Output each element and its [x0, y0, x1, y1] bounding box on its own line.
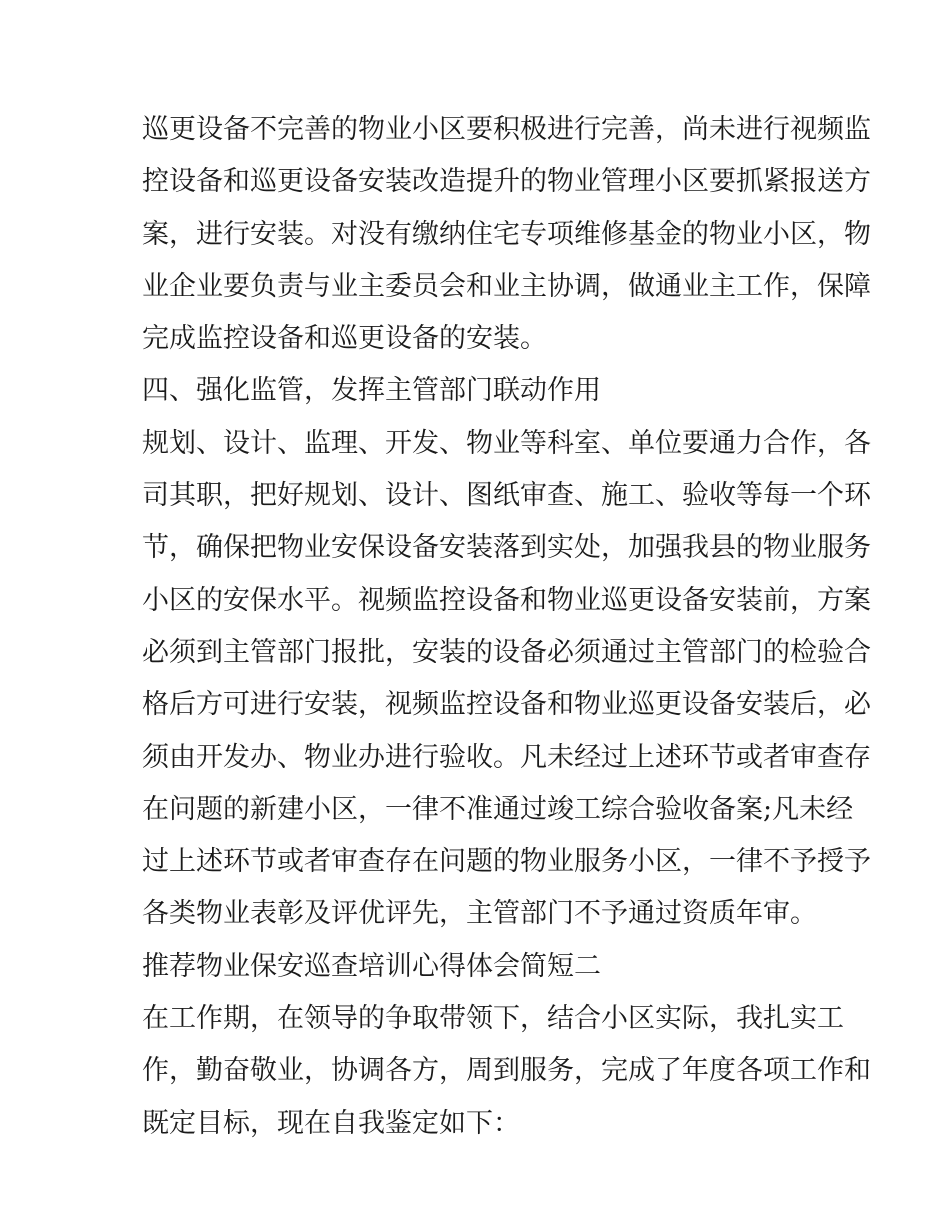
text-line: 巡更设备不完善的物业小区要积极进行完善，尚未进行视频监 — [142, 114, 871, 145]
section-heading: 四、强化监管，发挥主管部门联动作用 — [142, 375, 601, 407]
text-line: 既定目标，现在自我鉴定如下： — [142, 1107, 520, 1139]
document-body — [142, 104, 871, 1150]
text-line: 小区的安保水平。视频监控设备和物业巡更设备安装前，方案 — [142, 584, 871, 616]
text-line: 作，勤奋敬业，协调各方，周到服务，完成了年度各项工作和 — [142, 1055, 871, 1087]
text-line: 规划、设计、监理、开发、物业等科室、单位要通力合作，各 — [142, 427, 871, 459]
text-line: 完成监控设备和巡更设备的安装。 — [142, 323, 547, 355]
text-line: 司其职，把好规划、设计、图纸审查、施工、验收等每一个环 — [142, 480, 871, 512]
text-line: 控设备和巡更设备安装改造提升的物业管理小区要抓紧报送方 — [142, 166, 871, 198]
text-line: 节，确保把物业安保设备安装落到实处，加强我县的物业服务 — [142, 532, 871, 564]
text-line: 案，进行安装。对没有缴纳住宅专项维修基金的物业小区，物 — [142, 218, 871, 250]
text-line: 各类物业表彰及评优评先，主管部门不予通过资质年审。 — [142, 898, 817, 930]
text-line: 在问题的新建小区，一律不准通过竣工综合验收备案;凡未经 — [142, 793, 854, 825]
section-heading: 推荐物业保安巡查培训心得体会简短二 — [142, 950, 601, 982]
text-line: 必须到主管部门报批，安装的设备必须通过主管部门的检验合 — [142, 636, 871, 668]
text-line: 格后方可进行安装，视频监控设备和物业巡更设备安装后，必 — [142, 689, 871, 721]
text-line: 在工作期，在领导的争取带领下，结合小区实际，我扎实工 — [142, 1003, 844, 1035]
text-line: 业企业要负责与业主委员会和业主协调，做通业主工作，保障 — [142, 270, 871, 302]
text-line: 过上述环节或者审查存在问题的物业服务小区，一律不予授予 — [142, 846, 871, 878]
text-line: 须由开发办、物业办进行验收。凡未经过上述环节或者审查存 — [142, 741, 871, 773]
